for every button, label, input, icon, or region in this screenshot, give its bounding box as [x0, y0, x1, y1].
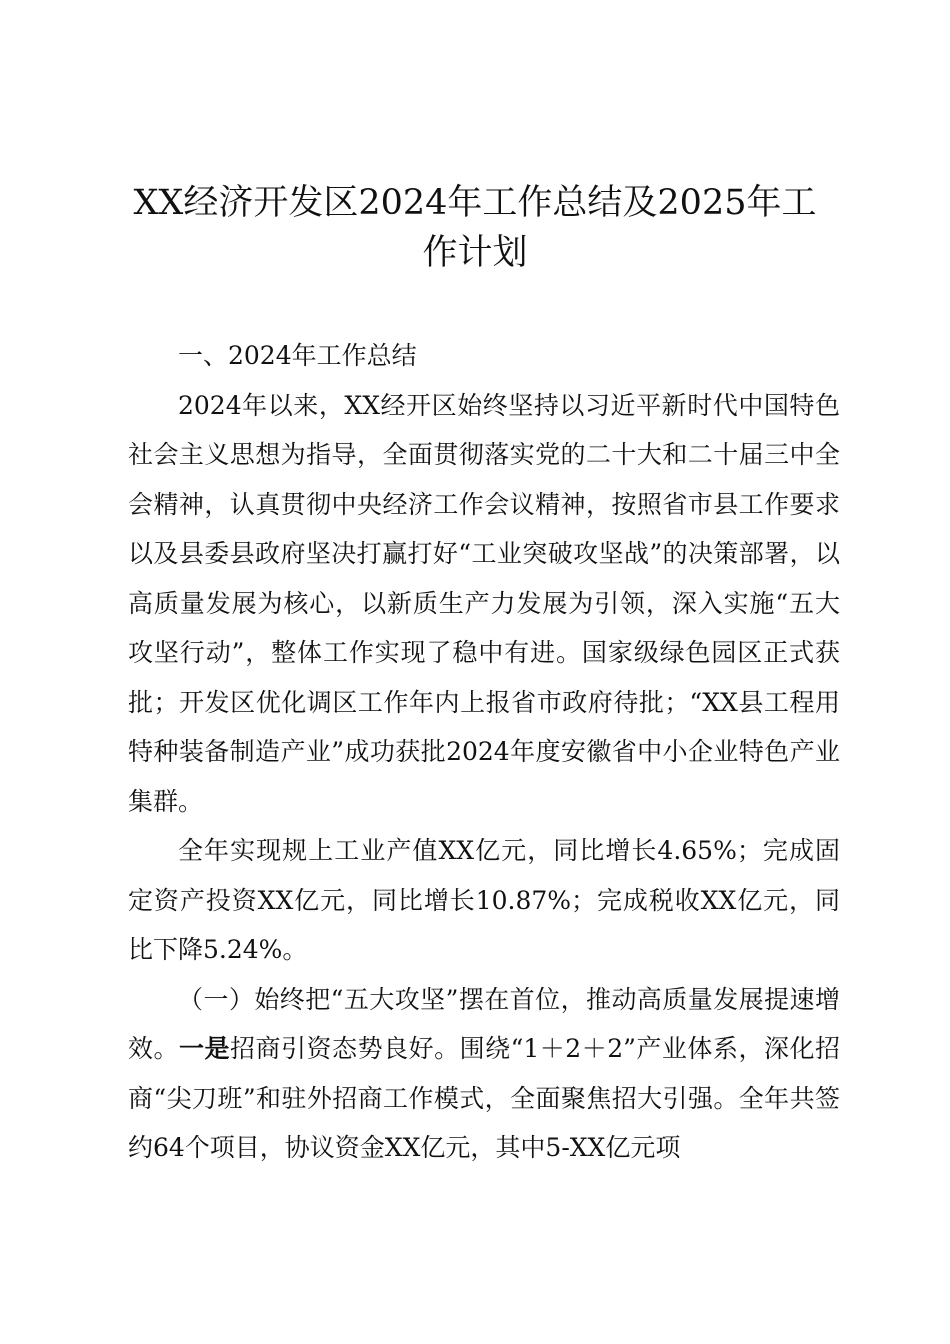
point-marker: 一是: [179, 1034, 231, 1063]
subsection-text: 招商引资态势良好。围绕“1＋2＋2”产业体系，深化招商“尖刀班”和驻外招商工作模式，全面聚焦招大引强。全年共签约64个项目，协议资金XX亿元，其中5-XX亿元项: [128, 1034, 840, 1162]
paragraph-overview: 2024年以来，XX经开区始终坚持以习近平新时代中国特色社会主义思想为指导，全面贯彻落实党的二十大和二十届三中全会精神，认真贯彻中央经济工作会议精神，按照省市县工作要求以及县委县政府坚决打赢打好“工业突破攻坚战”的决策部署，以高质量发展为核心，以新质生产力发展为引领，深入实施“五大攻坚行动”，整体工作实现了稳中有进。国家级绿色园区正式获批；开发区优化调区工作年内上报省市政府待批；“XX县工程用特种装备制造产业”成功获批2024年度安徽省中小企业特色产业集群。: [128, 390, 840, 816]
section-heading: 一、2024年工作总结: [178, 341, 417, 370]
title-line-2: 作计划: [422, 233, 528, 273]
paragraph-subsection-1: [128, 975, 840, 1173]
title-line-1: XX经济开发区2024年工作总结及2025年工: [133, 183, 817, 223]
document-body: [128, 331, 840, 1173]
document-title: [120, 178, 830, 278]
paragraph-statistics: 全年实现规上工业产值XX亿元，同比增长4.65%；完成固定资产投资XX亿元，同比增长10.87%；完成税收XX亿元，同比下降5.24%。: [128, 836, 840, 964]
subsection-lead: （一）始终把“五大攻坚”摆在首位，推动高质量发展提速增效。: [128, 984, 840, 1063]
